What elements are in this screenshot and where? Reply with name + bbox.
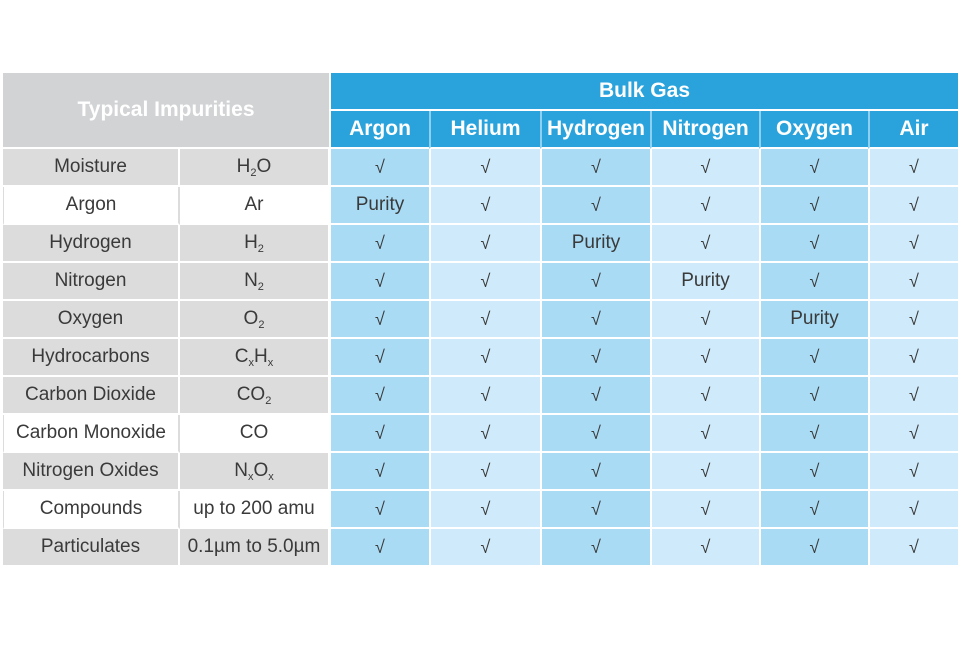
formula-text: CO <box>236 383 266 405</box>
formula-text: CO <box>239 422 269 443</box>
check-cell: √ <box>331 529 429 567</box>
check-cell: √ <box>650 377 759 415</box>
impurity-formula <box>180 339 331 377</box>
check-cell: √ <box>868 377 958 415</box>
check-cell: √ <box>429 377 540 415</box>
check-cell: √ <box>868 187 958 225</box>
impurity-formula <box>180 377 331 415</box>
check-cell: √ <box>331 225 429 263</box>
table-row <box>3 263 958 301</box>
check-cell: √ <box>429 529 540 567</box>
impurity-formula <box>180 415 331 453</box>
check-cell: √ <box>759 377 868 415</box>
check-cell: √ <box>429 491 540 529</box>
gas-header-air: Air <box>868 111 958 149</box>
formula-text: N <box>244 269 258 291</box>
table-row <box>3 491 958 529</box>
check-cell: √ <box>331 491 429 529</box>
table-row <box>3 415 958 453</box>
formula-subscript: 2 <box>257 242 264 255</box>
check-cell: √ <box>650 149 759 187</box>
gas-header-argon: Argon <box>331 111 429 149</box>
gas-header-hydrogen: Hydrogen <box>540 111 650 149</box>
check-cell: √ <box>868 529 958 567</box>
bulk-gas-header: Bulk Gas <box>331 73 958 111</box>
check-cell: √ <box>429 225 540 263</box>
check-cell: √ <box>650 529 759 567</box>
impurity-formula <box>180 529 331 567</box>
impurity-name: Hydrogen <box>3 225 180 263</box>
impurity-name: Carbon Monoxide <box>3 415 180 453</box>
check-cell: √ <box>429 339 540 377</box>
formula-text: H <box>236 155 251 177</box>
check-cell: √ <box>868 225 958 263</box>
check-cell: √ <box>540 187 650 225</box>
impurity-formula <box>180 187 331 225</box>
gas-header-oxygen: Oxygen <box>759 111 868 149</box>
check-cell: √ <box>331 301 429 339</box>
formula-subscript: 2 <box>250 166 257 179</box>
formula-text: O <box>243 307 259 329</box>
impurity-name: Oxygen <box>3 301 180 339</box>
formula-text: C <box>234 345 249 367</box>
check-cell: √ <box>868 301 958 339</box>
check-cell: √ <box>650 187 759 225</box>
check-cell: √ <box>540 377 650 415</box>
check-cell: √ <box>759 187 868 225</box>
formula-subscript: x <box>247 470 254 483</box>
impurity-name: Nitrogen Oxides <box>3 453 180 491</box>
impurity-table <box>3 73 958 567</box>
typical-impurities-header: Typical Impurities <box>3 73 331 149</box>
table-row <box>3 301 958 339</box>
check-cell: √ <box>868 339 958 377</box>
table-row <box>3 529 958 567</box>
check-cell: √ <box>759 225 868 263</box>
impurity-formula <box>180 225 331 263</box>
formula-text: O <box>256 155 272 177</box>
check-cell: √ <box>759 339 868 377</box>
table-row <box>3 187 958 225</box>
impurity-formula <box>180 453 331 491</box>
check-cell: √ <box>540 415 650 453</box>
check-cell: √ <box>540 149 650 187</box>
table-body <box>3 149 958 567</box>
check-cell: √ <box>540 529 650 567</box>
formula-text: H <box>254 345 268 367</box>
impurity-name: Hydrocarbons <box>3 339 180 377</box>
impurity-formula <box>180 491 331 529</box>
table-row <box>3 225 958 263</box>
check-cell: √ <box>868 263 958 301</box>
formula-subscript: x <box>268 470 274 483</box>
formula-text: H <box>244 231 258 253</box>
check-cell: √ <box>650 225 759 263</box>
check-cell: √ <box>650 301 759 339</box>
formula-text: O <box>253 459 269 481</box>
impurity-formula <box>180 149 331 187</box>
check-cell: √ <box>429 149 540 187</box>
formula-subscript: 2 <box>258 318 265 331</box>
check-cell: √ <box>868 491 958 529</box>
purity-cell: Purity <box>331 187 429 225</box>
formula-text: up to 200 amu <box>193 498 315 519</box>
check-cell: √ <box>540 263 650 301</box>
impurity-name: Moisture <box>3 149 180 187</box>
check-cell: √ <box>429 187 540 225</box>
check-cell: √ <box>331 263 429 301</box>
table-row <box>3 453 958 491</box>
check-cell: √ <box>429 301 540 339</box>
impurity-name: Nitrogen <box>3 263 180 301</box>
check-cell: √ <box>759 415 868 453</box>
check-cell: √ <box>540 301 650 339</box>
purity-cell: Purity <box>650 263 759 301</box>
impurity-formula <box>180 263 331 301</box>
formula-text: Ar <box>244 194 264 215</box>
impurity-formula <box>180 301 331 339</box>
check-cell: √ <box>759 263 868 301</box>
formula-subscript: 2 <box>257 280 264 293</box>
table-row <box>3 339 958 377</box>
check-cell: √ <box>868 453 958 491</box>
purity-cell: Purity <box>540 225 650 263</box>
check-cell: √ <box>540 339 650 377</box>
check-cell: √ <box>331 339 429 377</box>
impurity-name: Compounds <box>3 491 180 529</box>
check-cell: √ <box>331 415 429 453</box>
check-cell: √ <box>650 415 759 453</box>
formula-text: N <box>234 459 248 481</box>
purity-cell: Purity <box>759 301 868 339</box>
check-cell: √ <box>331 453 429 491</box>
impurity-name: Carbon Dioxide <box>3 377 180 415</box>
check-cell: √ <box>868 149 958 187</box>
check-cell: √ <box>331 149 429 187</box>
formula-subscript: x <box>267 356 274 369</box>
check-cell: √ <box>429 453 540 491</box>
formula-subscript: x <box>248 356 254 369</box>
check-cell: √ <box>540 491 650 529</box>
check-cell: √ <box>759 453 868 491</box>
check-cell: √ <box>650 339 759 377</box>
formula-text: 0.1µm to 5.0µm <box>187 536 321 557</box>
impurity-name: Particulates <box>3 529 180 567</box>
check-cell: √ <box>759 491 868 529</box>
formula-subscript: 2 <box>265 394 272 407</box>
check-cell: √ <box>540 453 650 491</box>
check-cell: √ <box>868 415 958 453</box>
check-cell: √ <box>429 415 540 453</box>
check-cell: √ <box>650 453 759 491</box>
gas-header-helium: Helium <box>429 111 540 149</box>
table-row <box>3 149 958 187</box>
gas-header-nitrogen: Nitrogen <box>650 111 759 149</box>
impurity-name: Argon <box>3 187 180 225</box>
check-cell: √ <box>429 263 540 301</box>
check-cell: √ <box>650 491 759 529</box>
check-cell: √ <box>759 149 868 187</box>
check-cell: √ <box>759 529 868 567</box>
check-cell: √ <box>331 377 429 415</box>
table-row <box>3 377 958 415</box>
